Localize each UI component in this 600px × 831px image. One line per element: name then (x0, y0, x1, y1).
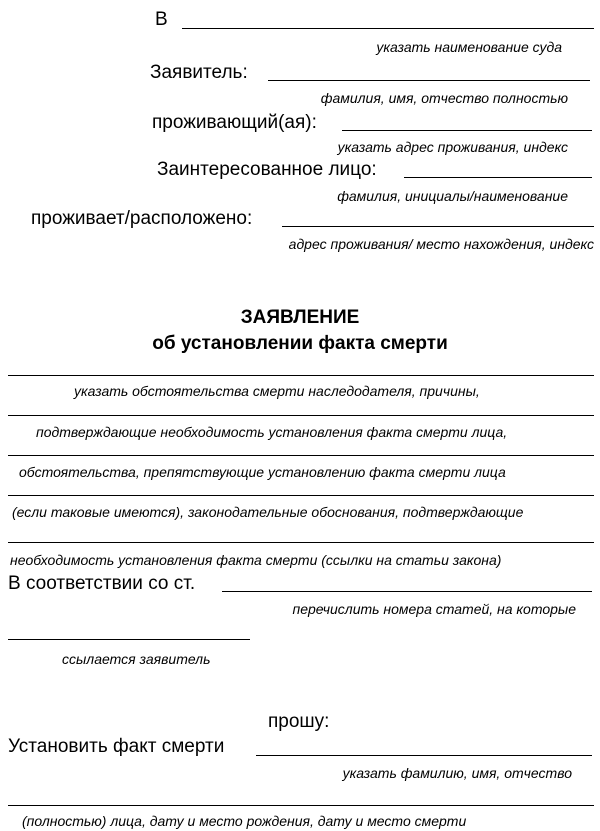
accordance-label: В соответствии со ст. (8, 573, 196, 594)
applicant-line[interactable] (268, 80, 590, 81)
document-subtitle: об установлении факта смерти (152, 333, 448, 354)
body-hint-1: указать обстоятельства смерти наследодателя, причины, (74, 383, 480, 399)
located-hint: адрес проживания/ место нахождения, индекс (288, 236, 594, 252)
body-line-5[interactable] (8, 542, 594, 543)
establish-hint: указать фамилию, имя, отчество (342, 765, 572, 781)
residing-hint: указать адрес проживания, индекс (337, 139, 568, 155)
applicant-label: Заявитель: (150, 62, 248, 83)
residing-line[interactable] (342, 130, 592, 131)
final-line[interactable] (8, 805, 594, 806)
final-hint: (полностью) лица, дату и место рождения, дату и место смерти (22, 813, 467, 829)
establish-label: Установить факт смерти (8, 736, 225, 757)
ask-label: прошу: (268, 711, 330, 732)
applicant-hint: фамилия, имя, отчество полностью (320, 90, 568, 106)
body-hint-5: необходимость установления факта смерти (ссылки на статьи закона) (10, 552, 502, 568)
located-label: проживает/расположено: (31, 208, 253, 229)
refers-line[interactable] (8, 639, 250, 640)
body-hint-3: обстоятельства, препятствующие установлению факта смерти лица (19, 464, 506, 480)
body-line-3[interactable] (8, 455, 594, 456)
body-hint-4: (если таковые имеются), законодательные обоснования, подтверждающие (12, 504, 524, 520)
located-line[interactable] (282, 226, 594, 227)
body-hint-2: подтверждающие необходимость установления факта смерти лица, (36, 424, 508, 440)
interested-line[interactable] (404, 177, 592, 178)
establish-line[interactable] (256, 755, 592, 756)
court-line[interactable] (182, 28, 594, 29)
body-line-1[interactable] (8, 375, 594, 376)
interested-label: Заинтересованное лицо: (157, 159, 377, 180)
residing-label: проживающий(ая): (152, 112, 317, 133)
court-prefix: В (155, 9, 168, 30)
body-line-2[interactable] (8, 415, 594, 416)
court-hint: указать наименование суда (376, 39, 562, 55)
interested-hint: фамилия, инициалы/наименование (337, 188, 568, 204)
refers-hint: ссылается заявитель (62, 651, 211, 667)
accordance-hint: перечислить номера статей, на которые (292, 601, 576, 617)
document-title: ЗАЯВЛЕНИЕ (240, 307, 360, 328)
body-line-4[interactable] (8, 495, 594, 496)
accordance-line[interactable] (222, 591, 592, 592)
